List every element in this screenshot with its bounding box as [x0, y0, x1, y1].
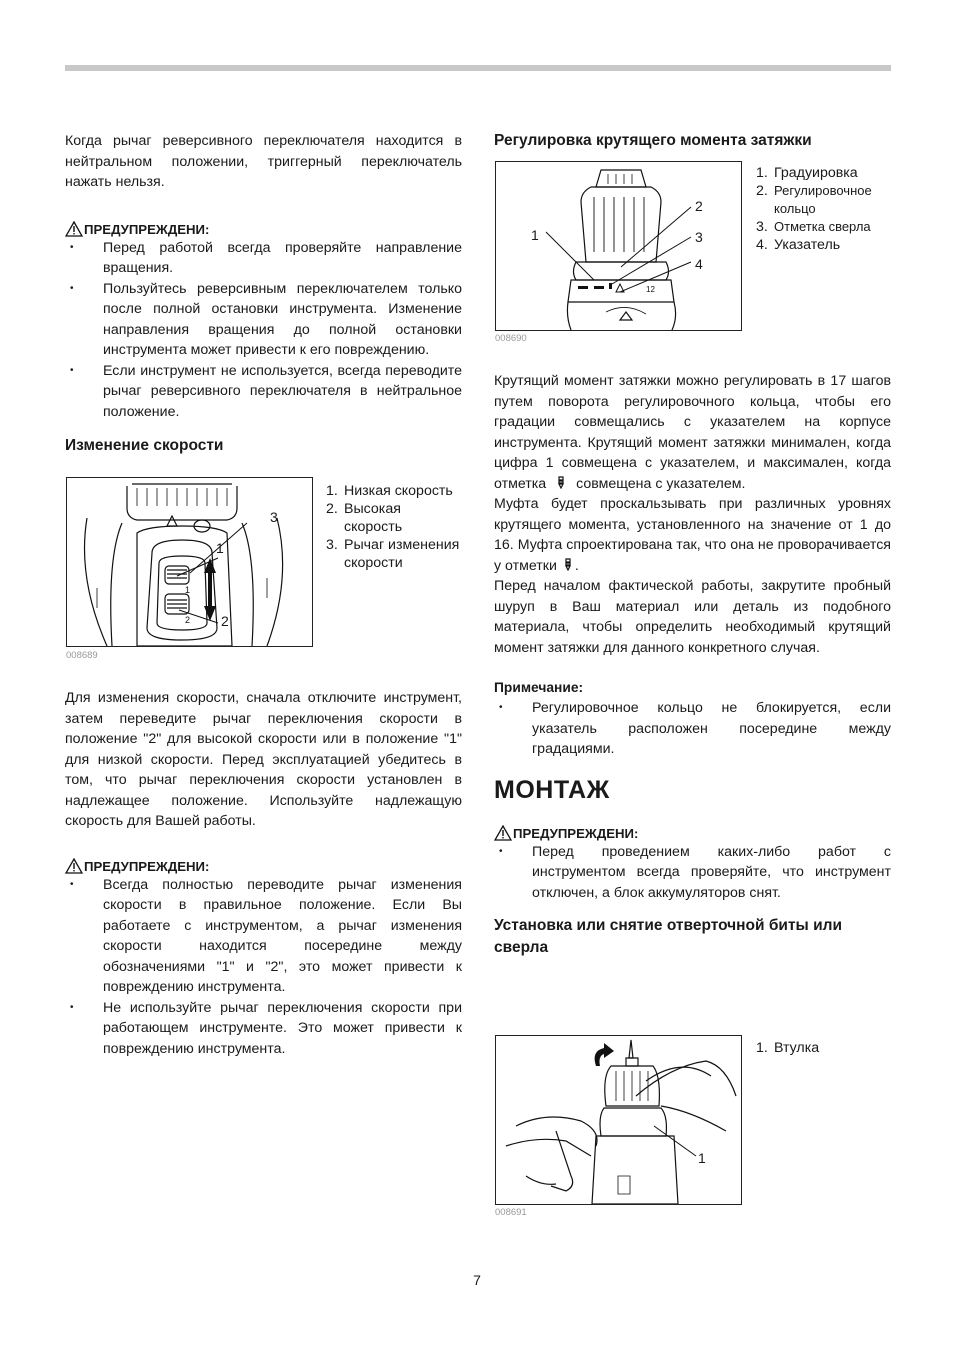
figure1-callout-1: 1 — [216, 540, 224, 556]
bit-install-figure — [495, 1035, 742, 1205]
torque-paragraph-2: Муфта будет проскальзывать при различных уровнях крутящего момента, установленного на значение от 1 до 16. Муфта спроектирована так, что она не проворачивается у отметки . — [494, 496, 891, 574]
warning-list — [494, 842, 891, 904]
drill-mark-icon — [556, 476, 566, 489]
legend-item: 3. Рычаг изменения скорости — [326, 537, 460, 571]
figure1-callout-3: 3 — [270, 509, 278, 525]
left-column-lower — [65, 688, 462, 1059]
list-item: • Регулировочное кольцо не блокируется, если указатель расположен посередине между градациями. — [494, 698, 891, 760]
list-item: • Не используйте рычаг переключения скорости при работающем инструменте. Это может привести к повреждению инструмента. — [65, 998, 462, 1060]
warning-heading: ПРЕДУПРЕЖДЕНИ: — [494, 825, 891, 841]
torque-paragraph-1: Крутящий момент затяжки можно регулировать в 17 шагов путем поворота регулировочного кольца, чтобы его градации совмещались с указателем на корпусе инструмента. Крутящий момент затяжки минимален, когда цифра 1 совмещена с указателем, и максимален, когда отметка совмещена с указателем. — [494, 373, 891, 492]
note-heading: Примечание: — [494, 680, 584, 695]
figure2-callout-3: 3 — [695, 229, 703, 245]
figure-code: 008691 — [495, 1207, 527, 1218]
torque-ring-figure — [495, 161, 742, 331]
section-heading-assembly: МОНТАЖ — [494, 775, 610, 804]
torque-paragraph-3: Перед началом фактической работы, закрутите пробный шуруп в Ваш материал или деталь из подобного материала, чтобы определить необходимый крутящий момент затяжки для данного конкретного случая. — [494, 578, 891, 656]
drill-mark-icon — [563, 558, 573, 571]
figure-code: 008690 — [495, 333, 527, 344]
figure2-legend — [756, 164, 891, 254]
section-heading-torque: Регулировка крутящего момента затяжки — [494, 132, 812, 149]
warning-heading: ПРЕДУПРЕЖДЕНИ: — [65, 221, 462, 237]
figure3-legend — [756, 1039, 891, 1057]
legend-item: 2. Высокая скорость — [326, 501, 403, 535]
left-column — [65, 131, 462, 457]
bit-install-illustration — [496, 1036, 741, 1204]
figure2-callout-2: 2 — [695, 198, 703, 214]
torque-ring-illustration — [496, 162, 741, 330]
list-item: • Перед работой всегда проверяйте направление вращения. — [65, 238, 462, 279]
figure2-callout-4: 4 — [695, 256, 703, 272]
right-column-torque-text — [494, 371, 891, 959]
svg-text:1: 1 — [185, 585, 191, 595]
warning-heading: ПРЕДУПРЕЖДЕНИ: — [65, 858, 462, 874]
legend-item: 1. Низкая скорость — [326, 483, 453, 499]
speed-switch-figure — [66, 477, 313, 647]
figure-code: 008689 — [66, 650, 98, 661]
legend-item: 3. Отметка сверла — [756, 219, 871, 235]
note-list — [494, 698, 891, 760]
legend-item: 2. Регулировочное кольцо — [756, 183, 872, 216]
legend-item: 4. Указатель — [756, 237, 841, 253]
warning-triangle-icon — [494, 825, 512, 841]
list-item: • Если инструмент не используется, всегда переводите рычаг реверсивного переключателя в нейтральное положение. — [65, 361, 462, 423]
page-number: 7 — [473, 1272, 481, 1288]
speed-instructions: Для изменения скорости, сначала отключите инструмент, затем переведите рычаг переключения скорости в положение "2" для высокой скорости или в положение "1" для низкой скорости. Перед эксплуатацией убедитесь в том, что рычаг переключения скорости установлен в надлежащее положение. Используйте надлежащую скорость для Вашей работы. — [65, 690, 462, 829]
speed-switch-illustration — [67, 478, 312, 646]
section-heading-bit-install: Установка или снятие отверточной биты или сверла — [494, 917, 842, 956]
figure2-callout-1: 1 — [531, 227, 539, 243]
figure1-callout-2: 2 — [221, 613, 229, 629]
legend-item: 1. Втулка — [756, 1040, 820, 1056]
legend-item: 1. Градуировка — [756, 165, 858, 181]
ring-mark-12: 12 — [646, 285, 655, 294]
list-item: • Всегда полностью переводите рычаг изменения скорости в правильное положение. Если Вы работаете с инструментом, а рычаг изменения скорости находится посередине между обозначениями "1" и "2", это может привести к повреждению инструмента. — [65, 875, 462, 998]
figure3-callout-1: 1 — [698, 1150, 706, 1166]
svg-text:2: 2 — [185, 615, 191, 625]
right-column — [494, 130, 891, 152]
list-item: • Пользуйтесь реверсивным переключателем только после полной остановки инструмента. Изменение направления вращения до полной остановки инструмента может привести к его повреждению. — [65, 279, 462, 361]
warning-triangle-icon — [65, 221, 83, 237]
warning-list — [65, 875, 462, 1060]
section-heading-speed: Изменение скорости — [65, 437, 224, 454]
warning-triangle-icon — [65, 858, 83, 874]
list-item: • Перед проведением каких-либо работ с инструментом всегда проверяйте, что инструмент отключен, а блок аккумуляторов снят. — [494, 842, 891, 904]
reverse-switch-note: Когда рычаг реверсивного переключателя находится в нейтральном положении, триггерный переключатель нажать нельзя. — [65, 133, 462, 190]
figure1-legend — [326, 482, 461, 572]
warning-list — [65, 238, 462, 423]
header-rule — [65, 65, 891, 71]
